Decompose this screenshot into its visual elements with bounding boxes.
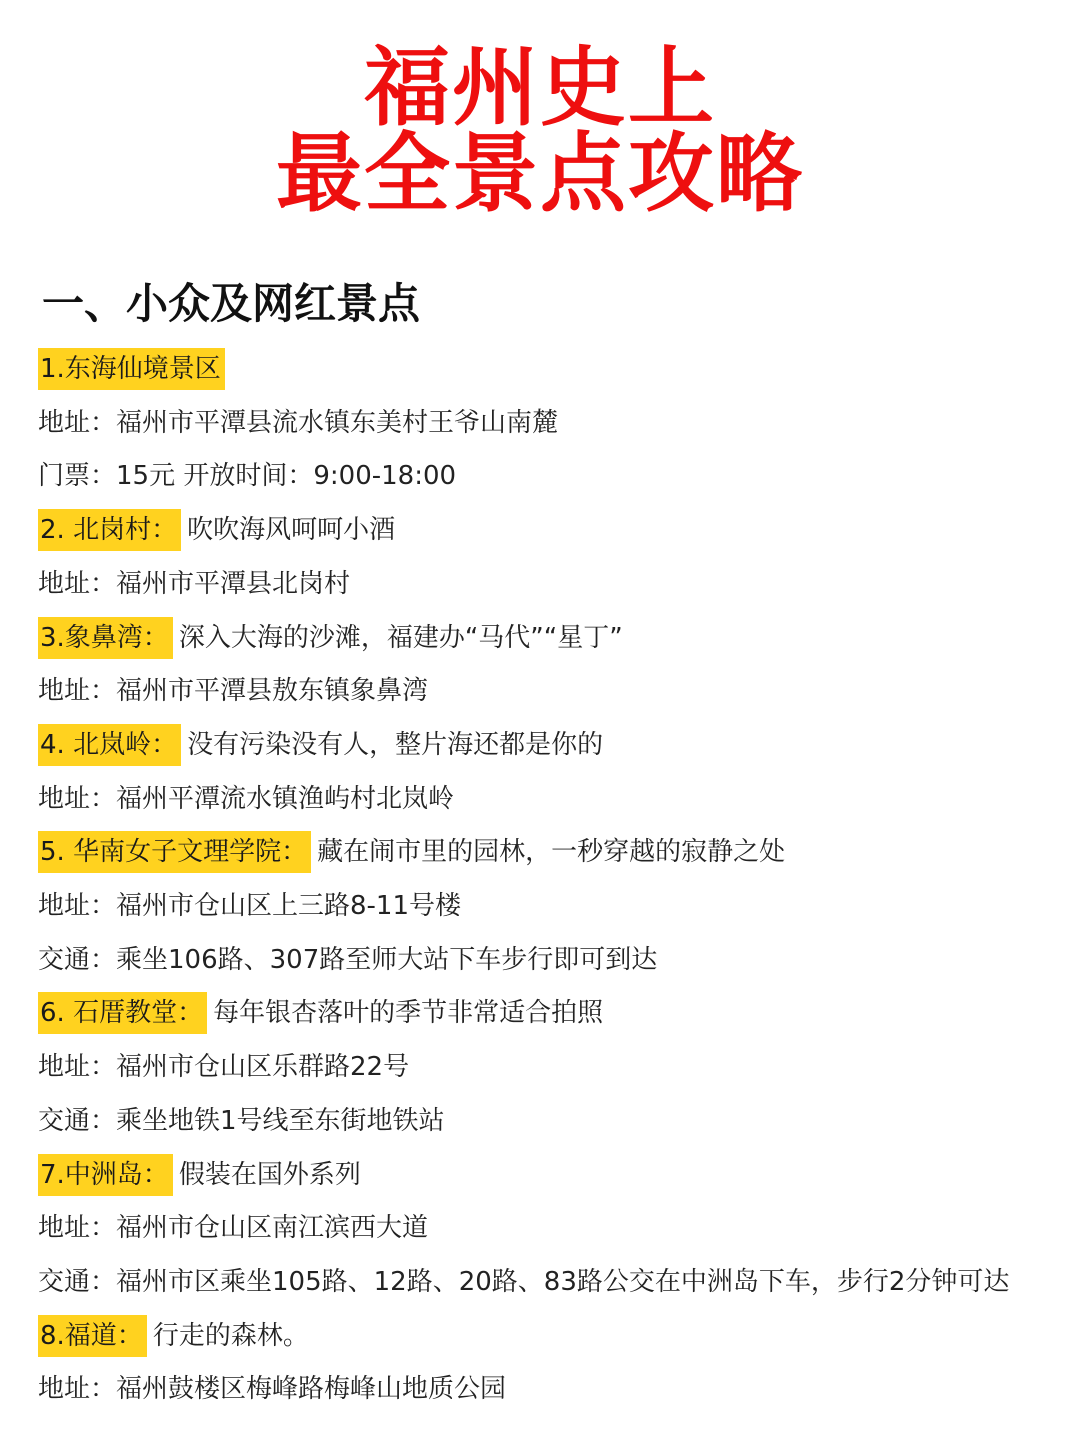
attraction-detail-row [38, 402, 558, 444]
attraction-detail-row [38, 1261, 1009, 1303]
attraction-name-highlight: 2. 北岗村： [38, 509, 181, 551]
attraction-name-highlight: 8.福道： [38, 1315, 147, 1357]
attraction-heading-row [38, 1315, 309, 1357]
attraction-detail-row [38, 778, 454, 820]
attraction-detail-text: 地址：福州市仓山区乐群路22号 [38, 1052, 410, 1082]
attraction-detail-text: 地址：福州平潭流水镇渔屿村北岚岭 [38, 784, 455, 814]
attraction-detail-row [38, 1046, 409, 1088]
attraction-heading-row [38, 992, 603, 1034]
attraction-detail-row [38, 670, 428, 712]
attraction-detail-row [38, 1207, 428, 1249]
attraction-detail-text: 地址：福州市仓山区上三路8-11号楼 [38, 891, 462, 921]
page-title-line-1: 福州史上 [364, 38, 716, 138]
attraction-detail-text: 交通：乘坐106路、307路至师大站下车步行即可到达 [38, 945, 658, 975]
attraction-detail-row [38, 563, 350, 605]
attraction-detail-text: 交通：乘坐地铁1号线至东街地铁站 [38, 1106, 445, 1136]
section-heading: 一、小众及网红景点 [42, 279, 421, 328]
attraction-description: 没有污染没有人，整片海还都是你的 [187, 730, 604, 760]
attraction-heading-row [38, 724, 603, 766]
attraction-detail-text: 交通：福州市区乘坐105路、12路、20路、83路公交在中洲岛下车，步行2分钟可达 [38, 1267, 1010, 1297]
attraction-description: 藏在闹市里的园林，一秒穿越的寂静之处 [317, 837, 786, 867]
attraction-heading-row [38, 509, 395, 551]
attraction-detail-row [38, 1368, 506, 1410]
attraction-name-highlight: 7.中洲岛： [38, 1154, 173, 1196]
attraction-detail-text: 地址：福州市平潭县北岗村 [38, 569, 351, 599]
attraction-detail-row [38, 885, 461, 927]
attraction-heading-row [38, 617, 623, 659]
attraction-heading-row [38, 831, 785, 873]
attraction-description: 深入大海的沙滩，福建办“马代”“星丁” [178, 623, 623, 653]
attraction-detail-row [38, 455, 456, 497]
attraction-heading-row [38, 348, 225, 390]
attraction-detail-text: 地址：福州市平潭县流水镇东美村王爷山南麓 [38, 408, 559, 438]
attraction-detail-text: 地址：福州市仓山区南江滨西大道 [38, 1213, 429, 1243]
attraction-name-highlight: 3.象鼻湾： [38, 617, 173, 659]
attraction-detail-text: 门票：15元 开放时间：9:00-18:00 [38, 461, 457, 491]
attraction-detail-text: 地址：福州市平潭县敖东镇象鼻湾 [38, 676, 429, 706]
page-title-line-2: 最全景点攻略 [276, 124, 804, 224]
attraction-heading-row [38, 1154, 361, 1196]
attraction-name-highlight: 1.东海仙境景区 [38, 348, 225, 390]
attraction-description: 每年银杏落叶的季节非常适合拍照 [213, 998, 604, 1028]
attraction-detail-row [38, 939, 657, 981]
attraction-description: 吹吹海风呵呵小酒 [187, 515, 396, 545]
attraction-detail-text: 地址：福州鼓楼区梅峰路梅峰山地质公园 [38, 1374, 507, 1404]
attraction-description: 假装在国外系列 [178, 1160, 361, 1190]
attraction-name-highlight: 4. 北岚岭： [38, 724, 181, 766]
attraction-name-highlight: 5. 华南女子文理学院： [38, 831, 311, 873]
attraction-detail-row [38, 1100, 445, 1142]
attraction-name-highlight: 6. 石厝教堂： [38, 992, 207, 1034]
attraction-description: 行走的森林。 [152, 1321, 309, 1351]
